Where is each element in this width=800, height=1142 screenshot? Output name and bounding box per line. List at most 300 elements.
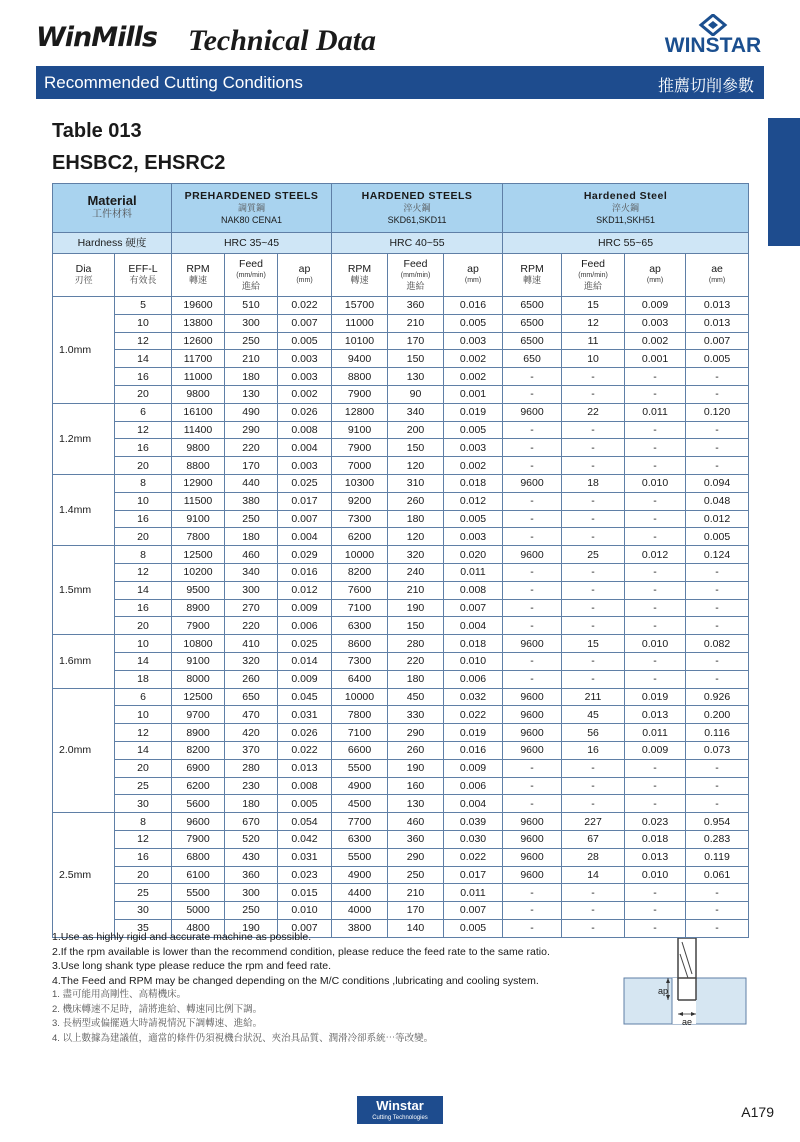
note-en: 4.The Feed and RPM may be changed depending on the M/C conditions ,lubricating and cooling system. (52, 974, 539, 987)
table-row (53, 902, 749, 920)
value-cell: 170 (225, 457, 278, 475)
model-title: EHSBC2, EHSRC2 (52, 152, 226, 174)
value-cell: 0.022 (278, 297, 332, 315)
value-cell: - (625, 421, 686, 439)
value-cell: - (562, 421, 625, 439)
value-cell: 250 (225, 902, 278, 920)
value-cell: 6200 (172, 777, 225, 795)
effl-cell: 12 (115, 332, 172, 350)
table-row (53, 848, 749, 866)
value-cell: 490 (225, 403, 278, 421)
col-label: Feed (581, 257, 605, 270)
hardness-value: HRC 35~45 (172, 233, 332, 254)
value-cell: 340 (225, 563, 278, 581)
value-cell: - (503, 795, 562, 813)
table-row (53, 635, 749, 653)
value-cell: 0.009 (278, 599, 332, 617)
col-label-zh: 轉速 (350, 275, 369, 285)
value-cell: 5600 (172, 795, 225, 813)
effl-cell: 20 (115, 385, 172, 403)
winstar-logo-text: WINSTAR (664, 34, 762, 57)
value-cell: 0.005 (444, 314, 503, 332)
value-cell: - (503, 652, 562, 670)
effl-cell: 16 (115, 439, 172, 457)
footer-tagline: Cutting Technologies (372, 1115, 428, 1121)
column-header-row (53, 254, 749, 297)
value-cell: 0.031 (278, 848, 332, 866)
effl-cell: 20 (115, 866, 172, 884)
value-cell: 0.019 (625, 688, 686, 706)
value-cell: 320 (388, 546, 444, 564)
value-cell: - (562, 902, 625, 920)
hardness-value: HRC 55~65 (503, 233, 749, 254)
value-cell: 227 (562, 813, 625, 831)
notes (52, 930, 652, 1046)
value-cell: 56 (562, 724, 625, 742)
effl-cell: 14 (115, 350, 172, 368)
value-cell: - (686, 599, 749, 617)
value-cell: 9500 (172, 581, 225, 599)
value-cell: 11700 (172, 350, 225, 368)
col-label: RPM (520, 263, 544, 275)
ap-ae-diagram (622, 938, 748, 1034)
value-cell: 180 (225, 795, 278, 813)
group-standard: NAK80 CENA1 (221, 215, 283, 225)
value-cell: 0.010 (444, 652, 503, 670)
value-cell: - (686, 919, 749, 937)
value-cell: - (625, 581, 686, 599)
value-cell: 12800 (332, 403, 388, 421)
value-cell: - (503, 457, 562, 475)
value-cell: 260 (388, 492, 444, 510)
value-cell: 220 (225, 617, 278, 635)
table-row (53, 741, 749, 759)
value-cell: 9800 (172, 439, 225, 457)
value-cell: 18 (562, 474, 625, 492)
col-rpm (332, 254, 388, 297)
value-cell: 4800 (172, 919, 225, 937)
value-cell: 0.010 (625, 474, 686, 492)
value-cell: - (625, 492, 686, 510)
col-effl (115, 254, 172, 297)
value-cell: - (686, 581, 749, 599)
col-unit: (mm/min) (236, 271, 266, 279)
table-row (53, 563, 749, 581)
value-cell: 7300 (332, 652, 388, 670)
value-cell: 9100 (332, 421, 388, 439)
col-label-zh: 進給 (584, 280, 603, 291)
col-label: Feed (239, 257, 263, 270)
col-ap (444, 254, 503, 297)
value-cell: 0.005 (444, 510, 503, 528)
dia-cell: 2.5mm (53, 813, 115, 938)
value-cell: - (562, 492, 625, 510)
value-cell: - (503, 617, 562, 635)
value-cell: 0.054 (278, 813, 332, 831)
value-cell: 6200 (332, 528, 388, 546)
value-cell: 270 (225, 599, 278, 617)
value-cell: 15 (562, 635, 625, 653)
value-cell: - (503, 439, 562, 457)
dia-cell: 1.0mm (53, 297, 115, 404)
value-cell: 0.006 (444, 670, 503, 688)
value-cell: 0.124 (686, 546, 749, 564)
value-cell: - (503, 884, 562, 902)
col-unit: (mm) (296, 277, 313, 284)
col-label: RPM (347, 263, 372, 275)
value-cell: 0.120 (686, 403, 749, 421)
page-header (0, 0, 800, 64)
group-name-zh: 調質鋼 (238, 203, 266, 213)
value-cell: 9600 (503, 813, 562, 831)
value-cell: 0.011 (625, 724, 686, 742)
value-cell: 0.017 (278, 492, 332, 510)
table-row (53, 813, 749, 831)
value-cell: 0.003 (278, 457, 332, 475)
table-row (53, 385, 749, 403)
value-cell: 15700 (332, 297, 388, 315)
value-cell: 6500 (503, 297, 562, 315)
value-cell: - (503, 528, 562, 546)
value-cell: 130 (388, 795, 444, 813)
value-cell: 0.003 (444, 439, 503, 457)
value-cell: 7800 (172, 528, 225, 546)
value-cell: 0.029 (278, 546, 332, 564)
value-cell: 0.002 (444, 350, 503, 368)
value-cell: 240 (388, 563, 444, 581)
table-row (53, 332, 749, 350)
value-cell: 10100 (332, 332, 388, 350)
value-cell: 0.002 (444, 368, 503, 386)
col-label: ae (711, 263, 723, 275)
effl-cell: 20 (115, 457, 172, 475)
value-cell: 11000 (332, 314, 388, 332)
value-cell: - (686, 652, 749, 670)
value-cell: 430 (225, 848, 278, 866)
value-cell: - (562, 884, 625, 902)
value-cell: - (562, 528, 625, 546)
value-cell: - (562, 439, 625, 457)
value-cell: 0.003 (278, 368, 332, 386)
value-cell: 4000 (332, 902, 388, 920)
value-cell: 67 (562, 830, 625, 848)
value-cell: 7300 (332, 510, 388, 528)
value-cell: 11500 (172, 492, 225, 510)
value-cell: 6600 (332, 741, 388, 759)
value-cell: 9600 (503, 474, 562, 492)
value-cell: - (686, 617, 749, 635)
value-cell: - (686, 421, 749, 439)
value-cell: 0.007 (278, 919, 332, 937)
dia-cell: 1.4mm (53, 474, 115, 545)
value-cell: 11000 (172, 368, 225, 386)
value-cell: 0.003 (278, 350, 332, 368)
value-cell: 0.007 (444, 902, 503, 920)
value-cell: 0.006 (444, 777, 503, 795)
col-ae (686, 254, 749, 297)
table-row (53, 724, 749, 742)
col-label-zh: 轉速 (523, 275, 542, 285)
table-row (53, 759, 749, 777)
value-cell: 4500 (332, 795, 388, 813)
table-row (53, 652, 749, 670)
value-cell: - (562, 368, 625, 386)
table-row (53, 457, 749, 475)
value-cell: 19600 (172, 297, 225, 315)
material-header (53, 184, 172, 233)
value-cell: 12500 (172, 546, 225, 564)
value-cell: 0.017 (444, 866, 503, 884)
value-cell: 0.016 (278, 563, 332, 581)
winstar-logo (658, 14, 768, 58)
value-cell: 0.119 (686, 848, 749, 866)
value-cell: 280 (225, 759, 278, 777)
value-cell: 250 (388, 866, 444, 884)
col-rpm (172, 254, 225, 297)
effl-cell: 35 (115, 919, 172, 937)
value-cell: 0.023 (278, 866, 332, 884)
value-cell: 7100 (332, 724, 388, 742)
value-cell: - (503, 902, 562, 920)
value-cell: - (625, 795, 686, 813)
value-cell: 290 (388, 724, 444, 742)
value-cell: 260 (225, 670, 278, 688)
col-feed (388, 254, 444, 297)
value-cell: 0.016 (444, 741, 503, 759)
col-feed (225, 254, 278, 297)
table-row (53, 439, 749, 457)
value-cell: 12900 (172, 474, 225, 492)
table-row (53, 510, 749, 528)
value-cell: 380 (225, 492, 278, 510)
value-cell: 170 (388, 332, 444, 350)
value-cell: 0.009 (444, 759, 503, 777)
value-cell: 0.016 (444, 297, 503, 315)
group-name: HARDENED STEELS (361, 190, 473, 202)
value-cell: - (562, 759, 625, 777)
value-cell: 11 (562, 332, 625, 350)
value-cell: 12500 (172, 688, 225, 706)
group-hardened-steel-header (503, 184, 749, 233)
effl-cell: 20 (115, 617, 172, 635)
value-cell: - (625, 652, 686, 670)
value-cell: 0.025 (278, 474, 332, 492)
value-cell: 7900 (332, 439, 388, 457)
value-cell: 440 (225, 474, 278, 492)
value-cell: 0.009 (278, 670, 332, 688)
effl-cell: 6 (115, 688, 172, 706)
effl-cell: 12 (115, 724, 172, 742)
value-cell: 8000 (172, 670, 225, 688)
value-cell: - (625, 670, 686, 688)
note-en: 2.If the rpm available is lower than the recommend condition, please reduce the feed rate to the same ratio. (52, 945, 550, 958)
value-cell: - (562, 670, 625, 688)
cutting-conditions-table (52, 183, 749, 938)
value-cell: 5500 (172, 884, 225, 902)
value-cell: 5000 (172, 902, 225, 920)
value-cell: 9100 (172, 652, 225, 670)
footer-logo (357, 1096, 443, 1124)
effl-cell: 8 (115, 813, 172, 831)
group-name-zh: 淬火鋼 (612, 203, 640, 213)
value-cell: 0.023 (625, 813, 686, 831)
effl-cell: 16 (115, 599, 172, 617)
value-cell: 0.011 (444, 884, 503, 902)
value-cell: 0.018 (444, 474, 503, 492)
value-cell: 190 (388, 599, 444, 617)
table-title: Table 013 (52, 120, 142, 142)
effl-cell: 12 (115, 563, 172, 581)
value-cell: 0.022 (278, 741, 332, 759)
value-cell: 0.025 (278, 635, 332, 653)
col-unit: (mm/min) (578, 271, 608, 279)
effl-cell: 18 (115, 670, 172, 688)
material-label: Material (87, 193, 137, 208)
value-cell: 6100 (172, 866, 225, 884)
table-row (53, 403, 749, 421)
effl-cell: 16 (115, 368, 172, 386)
value-cell: 4900 (332, 866, 388, 884)
value-cell: 0.001 (444, 385, 503, 403)
value-cell: 180 (388, 510, 444, 528)
value-cell: 300 (225, 884, 278, 902)
value-cell: 0.004 (444, 617, 503, 635)
table-row (53, 528, 749, 546)
value-cell: - (686, 759, 749, 777)
value-cell: - (503, 777, 562, 795)
value-cell: 0.007 (444, 599, 503, 617)
col-label-zh: 刃徑 (74, 275, 93, 285)
value-cell: 470 (225, 706, 278, 724)
value-cell: - (503, 421, 562, 439)
value-cell: 0.019 (444, 403, 503, 421)
value-cell: 8200 (172, 741, 225, 759)
value-cell: 0.002 (278, 385, 332, 403)
value-cell: 0.011 (625, 403, 686, 421)
effl-cell: 25 (115, 777, 172, 795)
value-cell: 0.018 (625, 830, 686, 848)
effl-cell: 16 (115, 510, 172, 528)
col-label: ap (467, 263, 479, 275)
effl-cell: 10 (115, 492, 172, 510)
page-title: Technical Data (188, 24, 377, 57)
value-cell: - (686, 777, 749, 795)
value-cell: 4400 (332, 884, 388, 902)
value-cell: 310 (388, 474, 444, 492)
value-cell: 10200 (172, 563, 225, 581)
value-cell: 10800 (172, 635, 225, 653)
value-cell: 260 (388, 741, 444, 759)
dia-cell: 2.0mm (53, 688, 115, 813)
table-row (53, 866, 749, 884)
value-cell: - (562, 652, 625, 670)
value-cell: 7800 (332, 706, 388, 724)
value-cell: - (625, 884, 686, 902)
value-cell: - (503, 385, 562, 403)
value-cell: 0.002 (625, 332, 686, 350)
value-cell: 9400 (332, 350, 388, 368)
side-tab (757, 118, 800, 246)
value-cell: 0.006 (278, 617, 332, 635)
value-cell: 300 (225, 314, 278, 332)
value-cell: 0.082 (686, 635, 749, 653)
value-cell: - (625, 528, 686, 546)
value-cell: - (625, 368, 686, 386)
effl-cell: 20 (115, 528, 172, 546)
value-cell: - (562, 385, 625, 403)
group-prehardened-header (172, 184, 332, 233)
value-cell: 0.012 (625, 546, 686, 564)
value-cell: 0.045 (278, 688, 332, 706)
value-cell: 340 (388, 403, 444, 421)
value-cell: 0.022 (444, 848, 503, 866)
table-row (53, 546, 749, 564)
value-cell: 16 (562, 741, 625, 759)
footer-brand: Winstar (376, 1098, 424, 1113)
value-cell: 0.009 (625, 741, 686, 759)
value-cell: 12 (562, 314, 625, 332)
value-cell: 120 (388, 528, 444, 546)
value-cell: 0.005 (278, 332, 332, 350)
value-cell: - (625, 919, 686, 937)
table-row (53, 581, 749, 599)
value-cell: - (625, 777, 686, 795)
value-cell: 0.004 (444, 795, 503, 813)
value-cell: 8800 (332, 368, 388, 386)
value-cell: 360 (225, 866, 278, 884)
value-cell: 0.011 (444, 563, 503, 581)
value-cell: 420 (225, 724, 278, 742)
value-cell: - (625, 563, 686, 581)
value-cell: 6300 (332, 830, 388, 848)
effl-cell: 10 (115, 314, 172, 332)
value-cell: 370 (225, 741, 278, 759)
value-cell: 9600 (503, 866, 562, 884)
value-cell: 650 (225, 688, 278, 706)
value-cell: 460 (388, 813, 444, 831)
value-cell: 211 (562, 688, 625, 706)
value-cell: - (625, 457, 686, 475)
value-cell: 0.032 (444, 688, 503, 706)
value-cell: - (562, 795, 625, 813)
hardness-row (53, 233, 749, 254)
value-cell: 0.005 (444, 919, 503, 937)
value-cell: 9600 (503, 403, 562, 421)
value-cell: 9600 (503, 635, 562, 653)
value-cell: - (503, 368, 562, 386)
value-cell: - (686, 670, 749, 688)
value-cell: 510 (225, 297, 278, 315)
table-row (53, 617, 749, 635)
value-cell: 0.009 (625, 297, 686, 315)
table-row (53, 777, 749, 795)
value-cell: 0.022 (444, 706, 503, 724)
value-cell: 670 (225, 813, 278, 831)
value-cell: 7100 (332, 599, 388, 617)
value-cell: 520 (225, 830, 278, 848)
value-cell: 0.007 (278, 314, 332, 332)
value-cell: 220 (388, 652, 444, 670)
value-cell: - (562, 457, 625, 475)
col-label-zh: 進給 (406, 280, 425, 291)
value-cell: 360 (388, 830, 444, 848)
value-cell: 9600 (503, 848, 562, 866)
col-unit: (mm/min) (400, 271, 431, 279)
value-cell: - (503, 670, 562, 688)
value-cell: 16100 (172, 403, 225, 421)
value-cell: 210 (388, 314, 444, 332)
value-cell: 210 (225, 350, 278, 368)
